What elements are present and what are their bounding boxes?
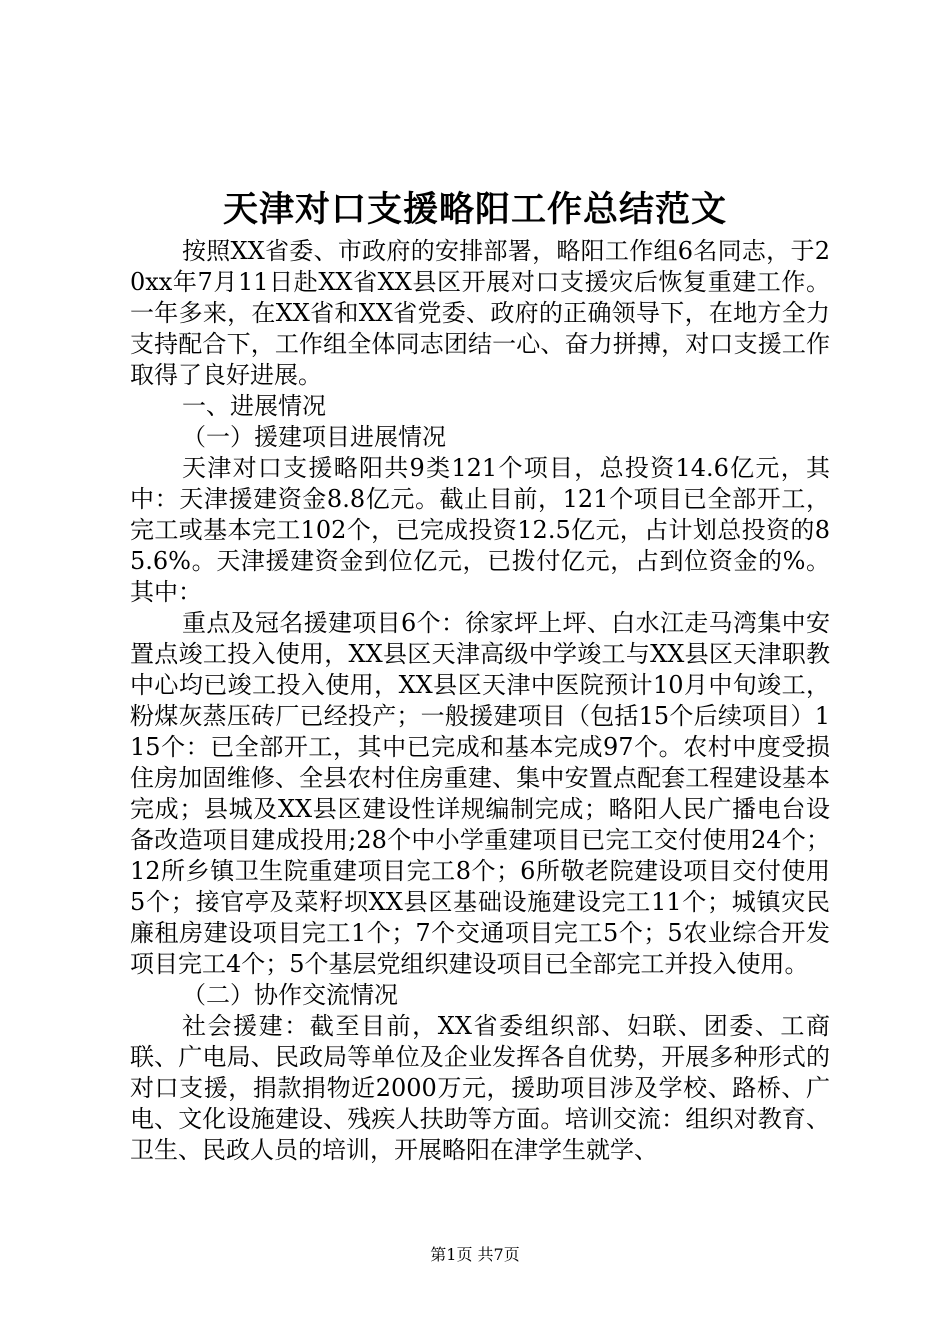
paragraph-project-details: 重点及冠名援建项目6个：徐家坪上坪、白水江走马湾集中安置点竣工投入使用，XX县区天津高级中学竣工与XX县区天津职教中心均已竣工投入使用，XX县区天津中医院预计10月中旬竣工，粉煤灰蒸压砖厂已经投产；一般援建项目（包括15个后续项目）115个：已全部开工，其中已完成和基本完成97个。农村中度受损住房加固维修、全县农村住房重建、集中安置点配套工程建设基本完成；县城及XX县区建设性详规编制完成；略阳人民广播电台设备改造项目建成投用;28个中小学重建项目已完工交付使用24个；12所乡镇卫生院重建项目完工8个；6所敬老院建设项目交付使用5个；接官亭及菜籽坝XX县区基础设施建设完工11个；城镇灾民廉租房建设项目完工1个；7个交通项目完工5个；5农业综合开发项目完工4个；5个基层党组织建设项目已全部完工并投入使用。 [130,609,830,978]
subsection-heading-projects: （一）援建项目进展情况 [182,423,446,451]
page-footer: 第1页 共7页 [430,1245,520,1264]
paragraph-project-summary: 天津对口支援略阳共9类121个项目，总投资14.6亿元，其中：天津援建资金8.8亿元。截止目前，121个项目已全部开工，完工或基本完工102个，已完成投资12.5亿元，占计划总投资的85.6%。天津援建资金到位亿元，已拨付亿元，占到位资金的%。其中： [130,454,830,606]
paragraph-intro: 按照XX省委、市政府的安排部署，略阳工作组6名同志，于20xx年7月11日赴XX省XX县区开展对口支援灾后恢复重建工作。一年多来，在XX省和XX省党委、政府的正确领导下，在地方全力支持配合下，工作组全体同志团结一心、奋力拼搏，对口支援工作取得了良好进展。 [130,237,830,389]
section-heading-progress: 一、进展情况 [182,392,326,420]
subsection-heading-cooperation: （二）协作交流情况 [182,981,398,1009]
paragraph-cooperation: 社会援建：截至目前，XX省委组织部、妇联、团委、工商联、广电局、民政局等单位及企业发挥各自优势，开展多种形式的对口支援，捐款捐物近2000万元，援助项目涉及学校、路桥、广电、文化设施建设、残疾人扶助等方面。培训交流：组织对教育、卫生、民政人员的培训，开展略阳在津学生就学、 [130,1012,830,1164]
document-title: 天津对口支援略阳工作总结范文 [222,189,727,230]
document-body [130,236,830,1166]
